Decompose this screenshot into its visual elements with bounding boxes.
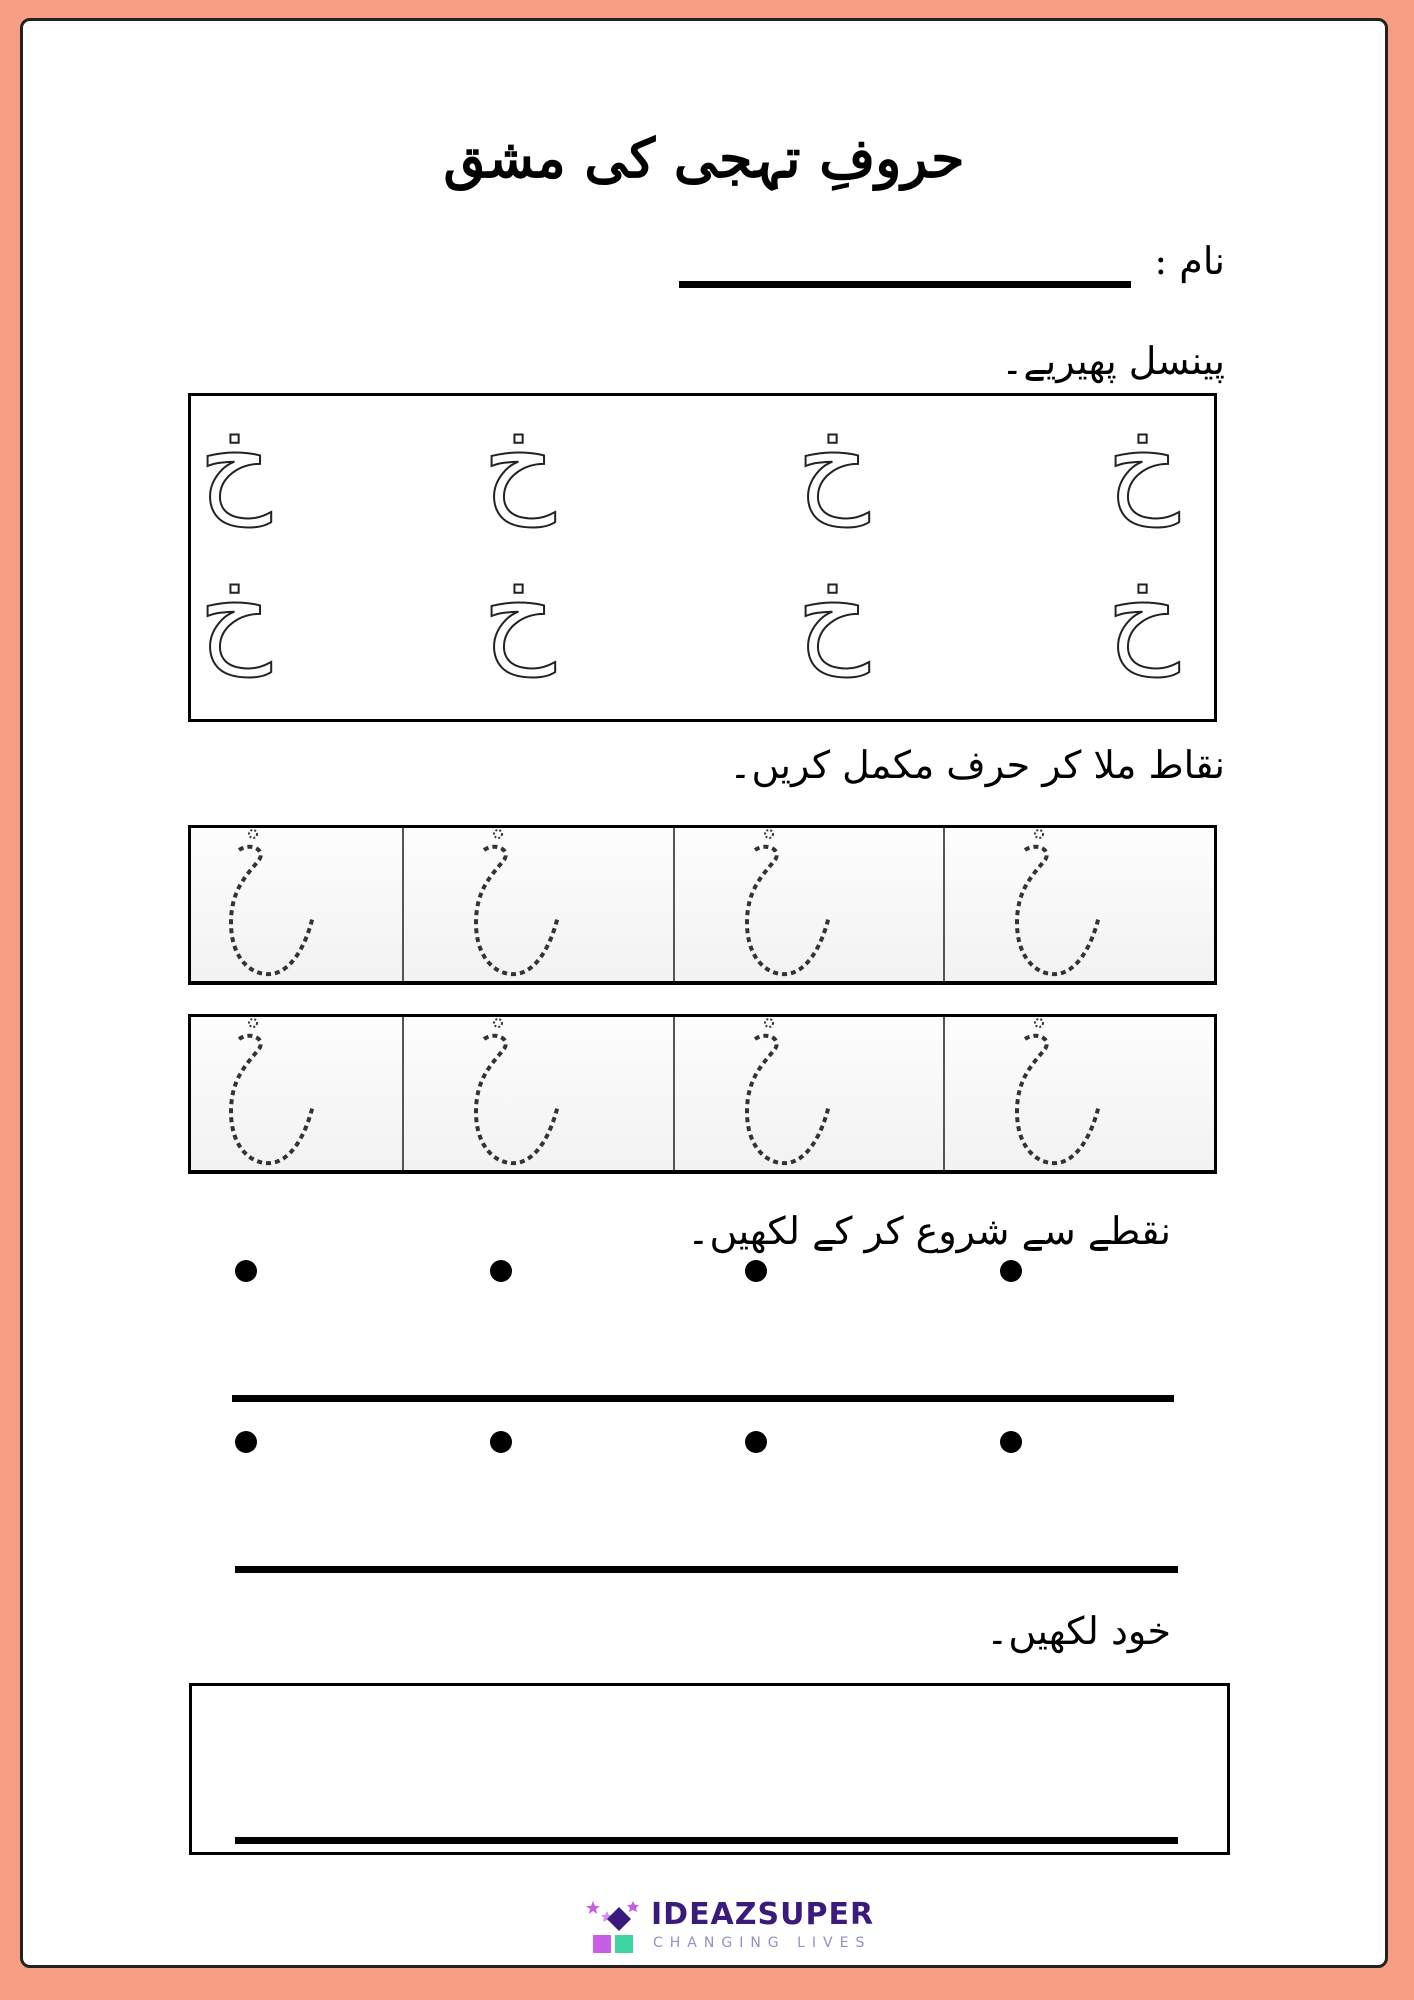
outline-letter: خ: [1107, 397, 1180, 527]
logo-mark-icon: [585, 1897, 649, 1957]
start-dot-icon: [745, 1260, 767, 1282]
start-dot-instruction: نقطے سے شروع کر کے لکھیں۔: [687, 1209, 1171, 1253]
worksheet-title: حروفِ تہجی کی مشق: [443, 126, 965, 190]
start-dot-icon: [490, 1431, 512, 1453]
brand-logo: [585, 1897, 905, 1957]
start-dot-icon: [1000, 1431, 1022, 1453]
start-dot-icon: [490, 1260, 512, 1282]
dotted-letter-icon: [675, 1017, 945, 1170]
start-dot-icon: [235, 1431, 257, 1453]
start-dot-icon: [745, 1431, 767, 1453]
outline-letter: خ: [483, 397, 556, 527]
outline-letter: خ: [797, 397, 870, 527]
start-dot-icon: [1000, 1260, 1022, 1282]
dotted-letter-cell[interactable]: [945, 828, 1214, 981]
dotted-letter-cell[interactable]: [675, 1017, 945, 1170]
dotted-letter-row: [188, 1014, 1217, 1174]
start-dot-icon: [235, 1260, 257, 1282]
writing-baseline: [235, 1837, 1178, 1844]
worksheet-page: [20, 18, 1388, 1968]
name-label: نام :: [1154, 239, 1225, 283]
dotted-letter-icon: [675, 828, 945, 981]
name-write-line[interactable]: [679, 281, 1131, 288]
dotted-instruction: نقاط ملا کر حرف مکمل کریں۔: [729, 743, 1225, 787]
dotted-letter-cell[interactable]: [191, 828, 404, 981]
dotted-letter-icon: [945, 828, 1214, 981]
dotted-letter-icon: [191, 828, 404, 981]
dotted-letter-icon: [404, 828, 675, 981]
outline-letter: خ: [1107, 547, 1180, 677]
dotted-letter-icon: [945, 1017, 1214, 1170]
self-write-instruction: خود لکھیں۔: [986, 1609, 1171, 1653]
self-write-box[interactable]: [189, 1683, 1230, 1855]
dotted-letter-icon: [191, 1017, 404, 1170]
writing-baseline[interactable]: [235, 1566, 1178, 1573]
dotted-letter-cell[interactable]: [404, 828, 675, 981]
outline-letter: خ: [797, 547, 870, 677]
outline-letter: خ: [199, 547, 272, 677]
logo-tagline: CHANGING LIVES: [653, 1935, 872, 1951]
dotted-letter-cell[interactable]: [945, 1017, 1214, 1170]
trace-instruction: پینسل پھیریے۔: [1001, 339, 1225, 383]
outline-letter: خ: [483, 547, 556, 677]
trace-letter-box: [188, 393, 1217, 722]
outline-letter: خ: [199, 397, 272, 527]
dotted-letter-cell[interactable]: [191, 1017, 404, 1170]
dotted-letter-row: [188, 825, 1217, 985]
dotted-letter-cell[interactable]: [404, 1017, 675, 1170]
dotted-letter-cell[interactable]: [675, 828, 945, 981]
dotted-letter-icon: [404, 1017, 675, 1170]
logo-name: IDEAZSUPER: [651, 1897, 875, 1932]
writing-baseline[interactable]: [232, 1395, 1174, 1402]
